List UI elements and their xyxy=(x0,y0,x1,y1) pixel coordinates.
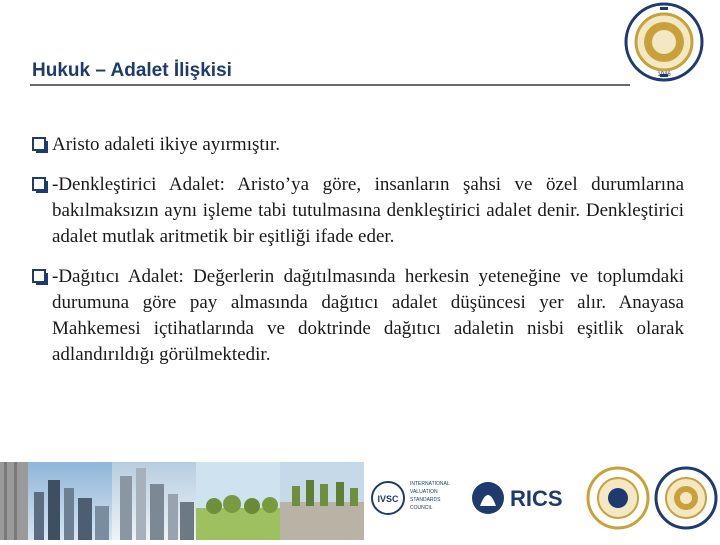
gold-seal-logo xyxy=(588,468,648,528)
bullet-text: -Denkleştirici Adalet: Aristo’ya göre, insanların şahsi ve özel durumlarına bakılmaksızın aynı işleme tabi tutulmasına denkleştirici adalet denir. Denkleştirici adalet mutlak aritmetik bir eşitliği ifade eder. xyxy=(52,174,684,247)
ivsc-text-line: VALUATION xyxy=(410,489,438,495)
partner-logos xyxy=(364,462,720,540)
university-seal-logo xyxy=(624,2,704,82)
bullet-text: Aristo adaleti ikiye ayırmıştır. xyxy=(52,134,280,155)
seal-year: 1946 xyxy=(657,72,671,78)
rics-label: RICS xyxy=(510,486,563,511)
footer-logos xyxy=(364,462,720,540)
ivsc-logo xyxy=(372,481,450,514)
rics-logo xyxy=(472,482,563,514)
ivsc-text-line: STANDARDS xyxy=(410,497,441,503)
title-divider xyxy=(30,84,630,86)
ivsc-text-line: INTERNATIONAL xyxy=(410,481,450,487)
slide-content xyxy=(32,132,684,382)
slide-title: Hukuk – Adalet İlişkisi xyxy=(32,60,232,81)
checkbox-bullet-icon xyxy=(32,137,46,151)
university-seal-logo-small xyxy=(656,468,716,528)
bullet-item xyxy=(32,172,684,250)
checkbox-bullet-icon xyxy=(32,269,46,283)
ivsc-text-line: COUNCIL xyxy=(410,505,433,511)
checkbox-bullet-icon xyxy=(32,177,46,191)
bullet-text: -Dağıtıcı Adalet: Değerlerin dağıtılmasında herkesin yeteneğine ve toplumdaki durumuna göre pay almasında dağıtıcı adalet düşüncesi yer alır. Anayasa Mahkemesi içtihatlarında ve doktrinde dağıtıcı adaletin nisbi eşitlik olarak adlandırıldığı görülmektedir. xyxy=(52,266,684,365)
bullet-item xyxy=(32,264,684,368)
bullet-item xyxy=(32,132,684,158)
cityscape-photo-icon xyxy=(0,462,364,540)
footer-photo-strip xyxy=(0,462,364,540)
ivsc-label: IVSC xyxy=(377,494,399,504)
